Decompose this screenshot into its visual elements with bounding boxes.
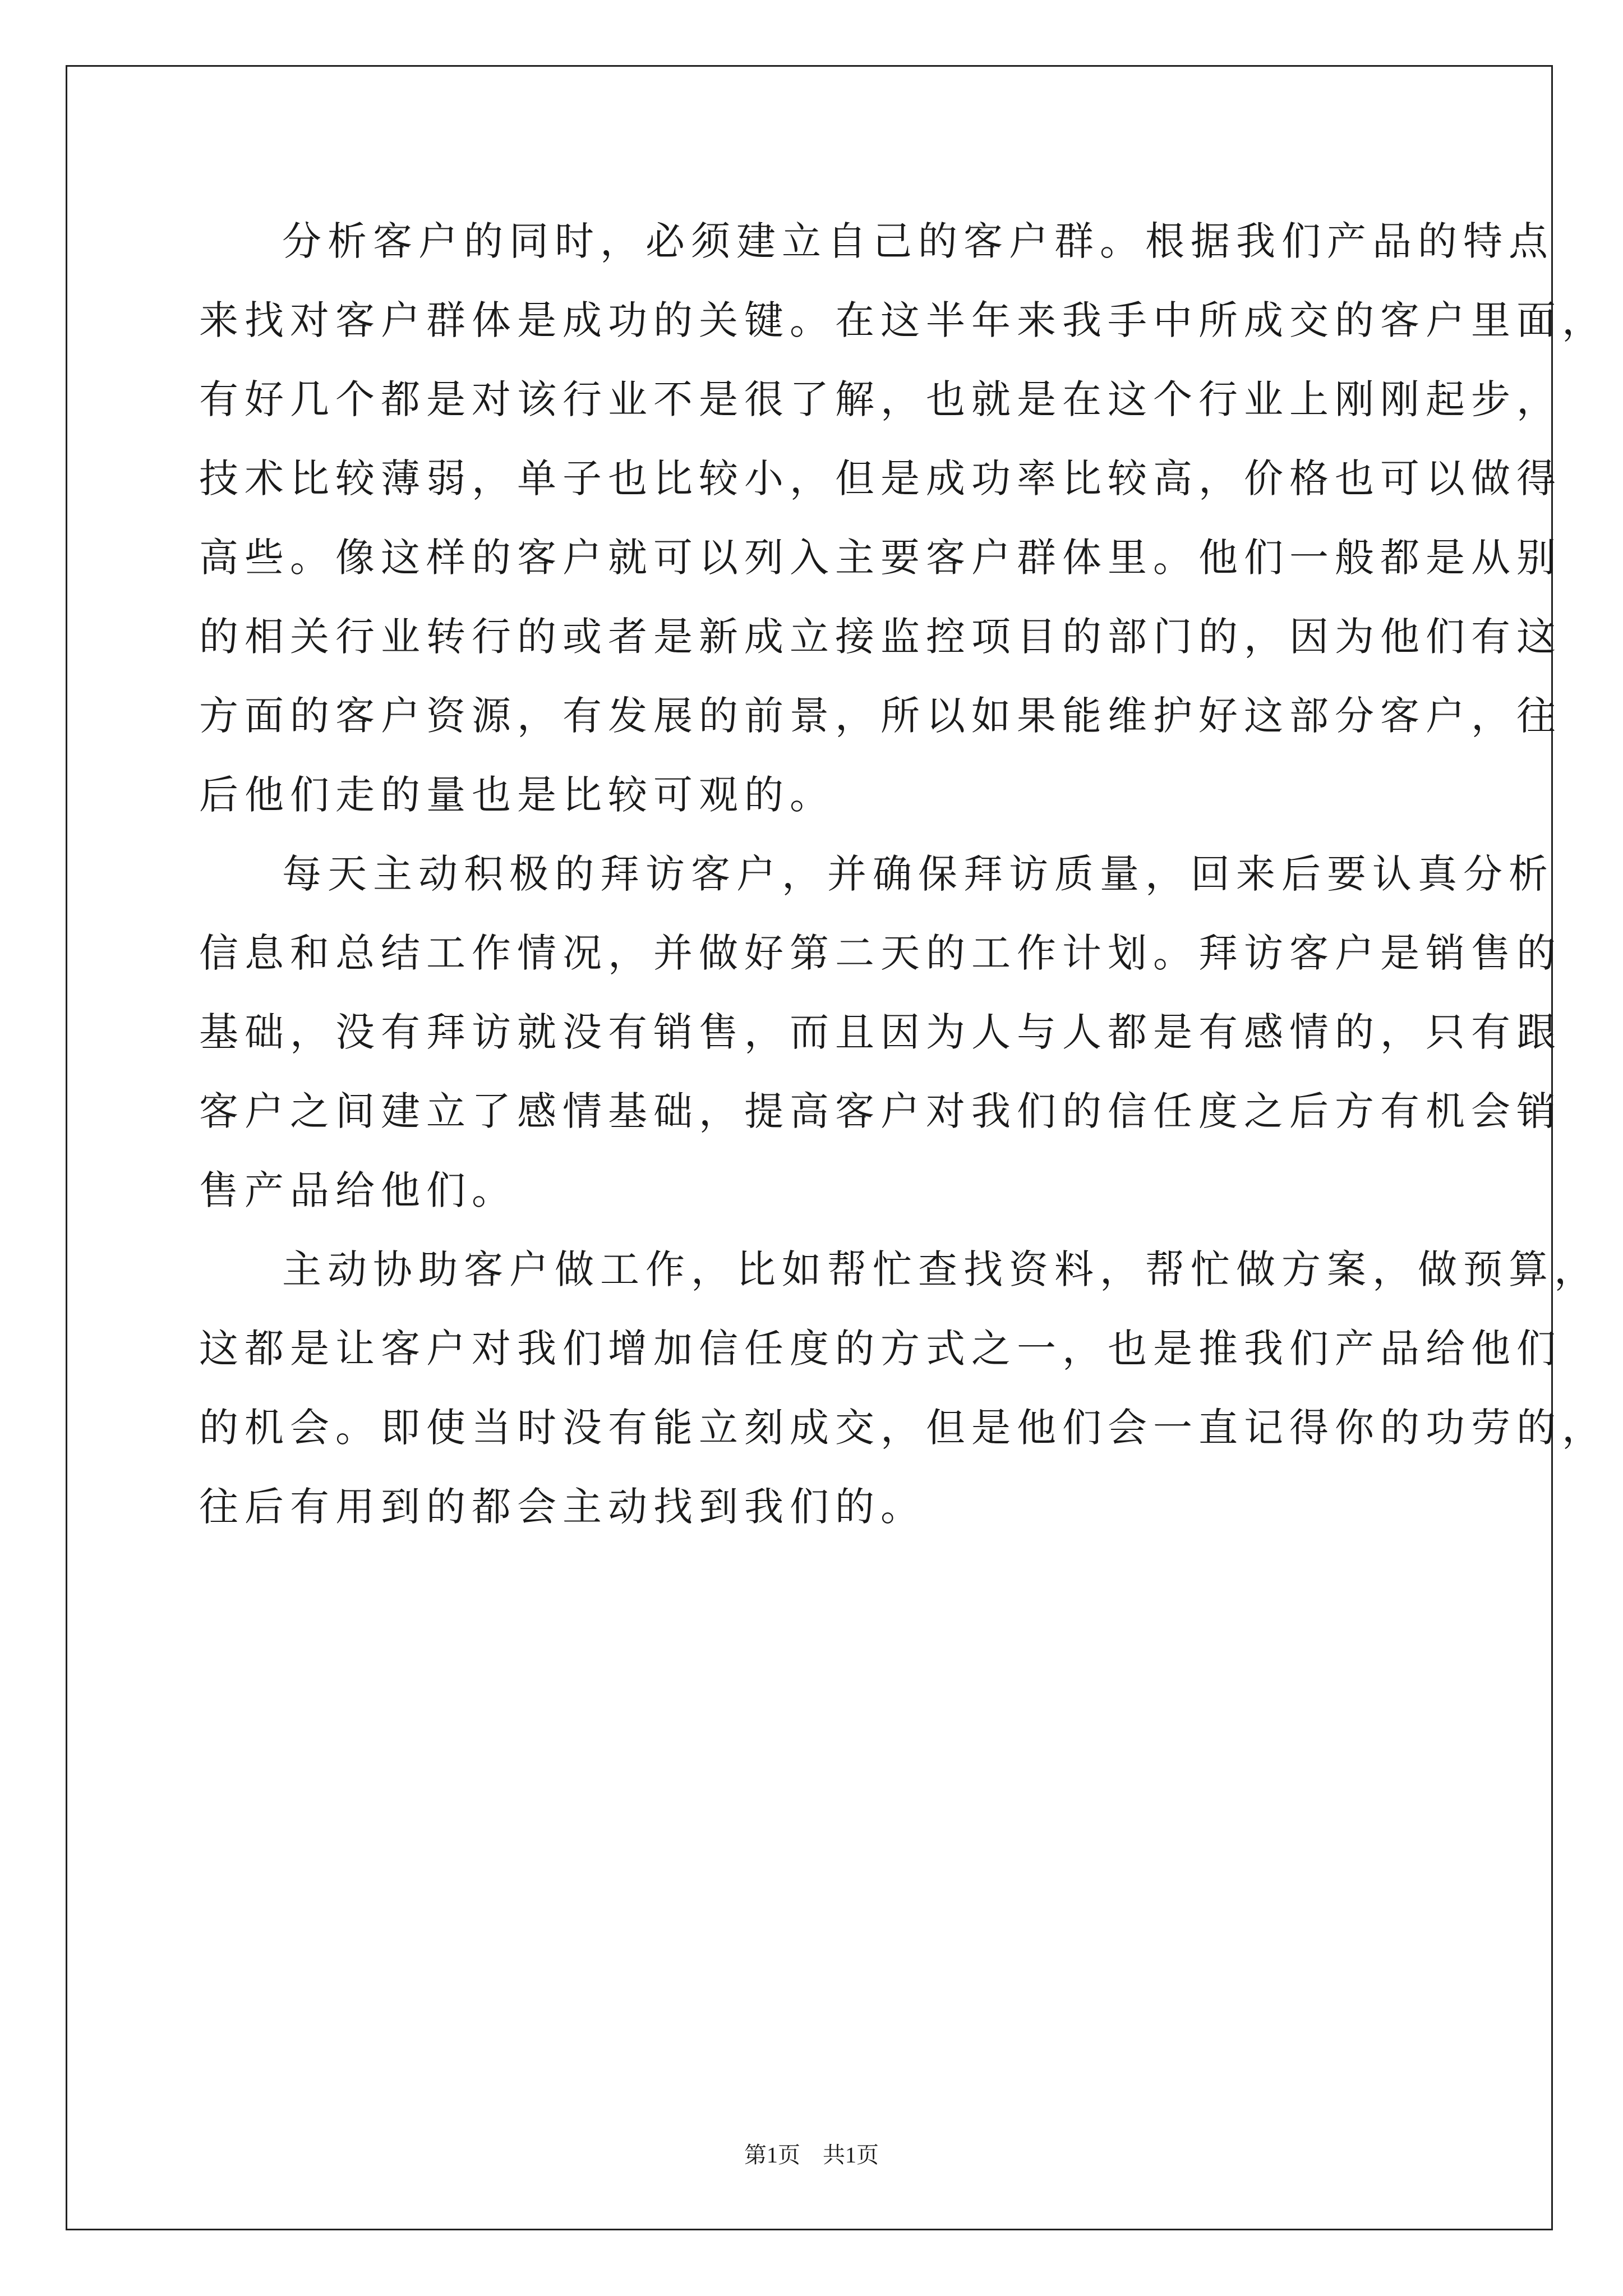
- document-body: [199, 202, 1607, 1547]
- text-line: 客户之间建立了感情基础，提高客户对我们的信任度之后方有机会销: [199, 1088, 1562, 1134]
- text-line: 方面的客户资源，有发展的前景，所以如果能维护好这部分客户，往: [199, 693, 1562, 739]
- text-line: 售产品给他们。: [199, 1167, 517, 1213]
- text-line: 技术比较薄弱，单子也比较小，但是成功率比较高，价格也可以做得: [199, 455, 1562, 501]
- text-line: 来找对客户群体是成功的关键。在这半年来我手中所成交的客户里面，: [199, 297, 1607, 343]
- text-line: 这都是让客户对我们增加信任度的方式之一，也是推我们产品给他们: [199, 1326, 1562, 1372]
- paragraph-daily-visits: [199, 835, 1562, 1230]
- text-line: 主动协助客户做工作，比如帮忙查找资料，帮忙做方案，做预算，: [282, 1246, 1599, 1292]
- text-line: 有好几个都是对该行业不是很了解，也就是在这个行业上刚刚起步，: [199, 376, 1562, 422]
- paragraph-assist-customers: [199, 1230, 1607, 1547]
- text-line: 高些。像这样的客户就可以列入主要客户群体里。他们一般都是从别: [199, 535, 1562, 581]
- text-line: 往后有用到的都会主动找到我们的。: [199, 1484, 926, 1530]
- text-line: 基础，没有拜访就没有销售，而且因为人与人都是有感情的，只有跟: [199, 1009, 1562, 1055]
- text-line: 信息和总结工作情况，并做好第二天的工作计划。拜访客户是销售的: [199, 930, 1562, 976]
- text-line: 每天主动积极的拜访客户，并确保拜访质量，回来后要认真分析: [282, 851, 1554, 897]
- text-line: 的机会。即使当时没有能立刻成交，但是他们会一直记得你的功劳的，: [199, 1405, 1607, 1451]
- text-line: 的相关行业转行的或者是新成立接监控项目的部门的，因为他们有这: [199, 614, 1562, 660]
- paragraph-customer-analysis: [199, 202, 1607, 835]
- text-line: 分析客户的同时，必须建立自己的客户群。根据我们产品的特点: [282, 218, 1554, 264]
- page-number: 第1页 共1页: [744, 2142, 879, 2168]
- text-line: 后他们走的量也是比较可观的。: [199, 772, 835, 818]
